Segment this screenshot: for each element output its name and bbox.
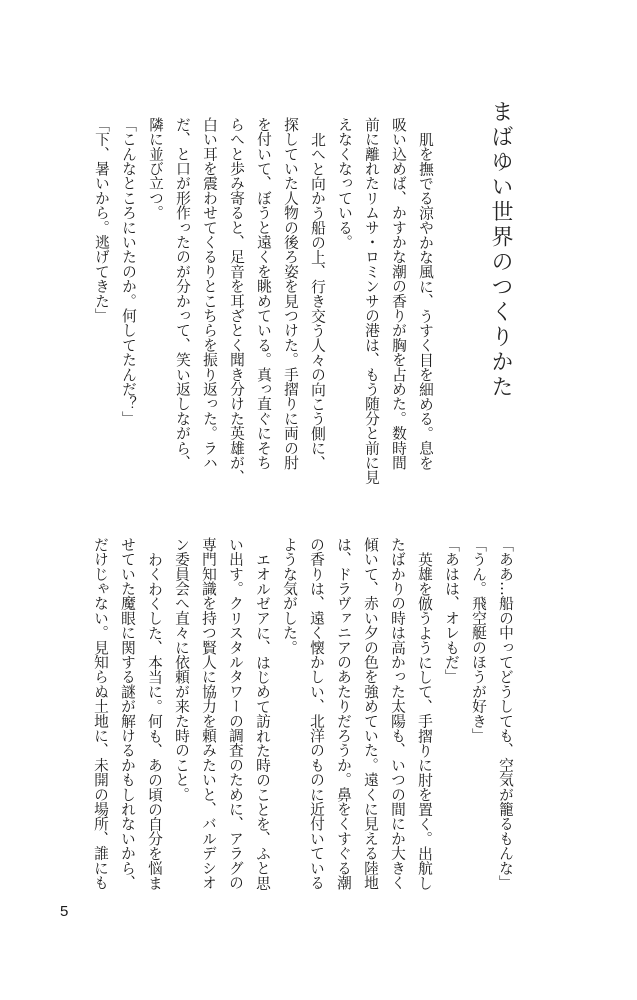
text-line: ン委員会へ直々に依頼が来た時のこと。 [173,537,190,802]
page-number: 5 [60,903,69,920]
text-line: 肌を撫でる涼やかな風に、うすく目を細める。息を [417,131,434,470]
text-line: 隣に並び立つ。 [147,117,164,220]
paragraph [492,537,519,897]
paragraph [465,537,492,897]
paragraph [88,117,115,477]
text-line: 「ああ…船の中ってどうしても、空気が籠るもんな」 [497,537,514,890]
text-line: だけじゃない。見知らぬ土地に、未開の場所、誰にも [92,537,109,890]
text-line: だ、と口が形作ったのが分かって、笑い返しながら、 [174,117,191,470]
text-line: 「こんなところにいたのか。何してたんだ？」 [120,117,137,426]
paragraph [87,537,168,897]
text-line: ような気がした。 [281,537,298,655]
upper-text-block [88,117,439,485]
text-line: エオルゼアに、はじめて訪れた時のことを、ふと思 [254,551,271,890]
text-line: えなくなっている。 [336,117,353,250]
paragraph [142,117,331,485]
paragraph [438,537,465,897]
text-line: らへと歩み寄ると、足音を耳ざとく聞き分けた英雄が、 [228,117,245,485]
text-line: たばかりの時は高かった太陽も、いつの間にか大きく [389,537,406,890]
paragraph [331,117,439,485]
paragraph [115,117,142,477]
text-line: わくわくした、本当に。何も、あの頃の自分を悩ま [146,551,163,890]
text-line: 「下、暑いから。逃げてきた」 [93,117,110,323]
text-line: の香りは、遠く懐かしい、北洋のものに近付いている [308,537,325,890]
chapter-title: まばゆい世界のつくりかた [488,100,513,400]
text-line: は、ドラヴァニアのあたりだろうか。鼻をくすぐる潮 [335,537,352,890]
text-line: 白い耳を震わせてくるりとこちらを振り返った。ラハ [201,117,218,470]
text-line: 専門知識を持つ賢人に協力を頼みたいと、バルデシオ [200,537,217,890]
text-line: 「うん。飛空艇のほうが好き」 [470,537,487,743]
text-line: 吸い込めば、かすかな潮の香りが胸を占めた。数時間 [390,117,407,470]
text-line: 英雄を倣うようにして、手摺りに肘を置く。出航し [416,551,433,890]
paragraph [276,537,438,897]
text-line: い出す。クリスタルタワーの調査のために、アラグの [227,537,244,890]
paragraph [168,537,276,897]
lower-text-block [87,537,519,897]
text-line: 北へと向かう船の上、行き交う人々の向こう側に、 [309,131,326,470]
text-line: せていた魔眼に関する謎が解けるかもしれないから、 [119,537,136,890]
text-line: 「あはは、オレもだ」 [443,537,460,684]
text-line: 前に離れたリムサ・ロミンサの港は、もう随分と前に見 [363,117,380,485]
text-line: を付いて、ぼうと遠くを眺めている。真っ直ぐにそち [255,117,272,470]
text-line: 探していた人物の後ろ姿を見つけた。手摺りに両の肘 [282,117,299,470]
text-line: 傾いて、赤い夕の色を強めていた。遠くに見える陸地 [362,537,379,890]
